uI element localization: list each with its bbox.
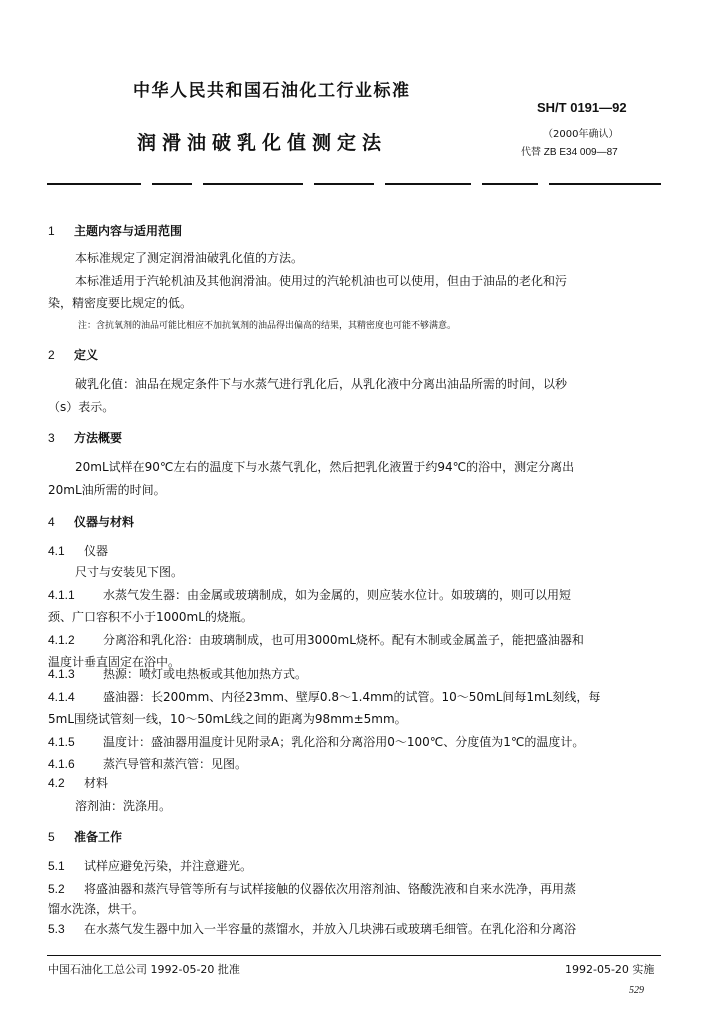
issuing-organization: 中华人民共和国石油化工行业标准 — [133, 81, 411, 101]
paragraph-continued: 染，精密度要比规定的低。 — [48, 296, 193, 310]
item-number: 4.1.4 — [48, 690, 75, 704]
item-text: 蒸汽导管和蒸汽管：见图。 — [103, 757, 248, 771]
subsection-title: 材料 — [84, 776, 109, 790]
item-number: 4.1.6 — [48, 757, 75, 771]
note: 注：含抗氧剂的油品可能比相应不加抗氧剂的油品得出偏高的结果，其精密度也可能不够满意。 — [78, 321, 457, 331]
section-1-heading — [48, 222, 182, 239]
section-number: 3 — [48, 431, 55, 445]
document-title: 润滑油破乳化值测定法 — [137, 132, 388, 154]
paragraph: 本标准适用于汽轮机油及其他润滑油。使用过的汽轮机油也可以使用，但由于油品的老化和污 — [75, 274, 568, 288]
item-number: 4.1.1 — [48, 588, 75, 602]
item-number: 4.1.5 — [48, 735, 75, 749]
section-number: 4 — [48, 515, 55, 529]
section-3-heading — [48, 429, 122, 446]
subsection-4-1 — [48, 542, 108, 559]
item-text: 分离浴和乳化浴：由玻璃制成，也可用3000mL烧杯。配有木制或金属盖子，能把盛油器和 — [103, 633, 584, 647]
paragraph-continued: （s）表示。 — [48, 400, 115, 414]
paragraph-continued: 20mL油所需的时间。 — [48, 483, 166, 497]
item-4-1-4 — [48, 688, 600, 705]
paragraph: 20mL试样在90℃左右的温度下与水蒸气乳化，然后把乳化液置于约94℃的浴中，测定分离出 — [75, 460, 575, 474]
item-number: 4.1.2 — [48, 633, 75, 647]
section-4-heading — [48, 513, 134, 530]
paragraph: 溶剂油：洗涤用。 — [75, 799, 172, 813]
section-title: 定义 — [74, 348, 99, 362]
item-text: 热源：喷灯或电热板或其他加热方式。 — [103, 667, 308, 681]
item-text: 将盛油器和蒸汽导管等所有与试样接触的仪器依次用溶剂油、铬酸洗液和自来水洗净，再用蒸 — [84, 882, 577, 896]
section-5-heading — [48, 828, 122, 845]
standard-code: SH/T 0191—92 — [537, 100, 627, 115]
item-text: 盛油器：长200mm、内径23mm、壁厚0.8～1.4mm的试管。10～50mL间每1mL刻线，每 — [103, 690, 601, 704]
paragraph: 尺寸与安装见下图。 — [75, 565, 184, 579]
subsection-number: 4.1 — [48, 544, 65, 558]
page-number: 529 — [629, 985, 644, 996]
section-title: 准备工作 — [74, 830, 123, 844]
confirmation-note: （2000年确认） — [543, 129, 619, 140]
section-title: 主题内容与适用范围 — [74, 224, 183, 238]
section-2-heading — [48, 346, 98, 363]
item-number: 4.1.3 — [48, 667, 75, 681]
item-4-1-5 — [48, 733, 584, 750]
item-text-continued: 5mL围绕试管刻一线，10～50mL线之间的距离为98mm±5mm。 — [48, 712, 407, 726]
item-5-3 — [48, 920, 576, 937]
item-5-2 — [48, 880, 576, 897]
item-text-continued: 颈、广口容积不小于1000mL的烧瓶。 — [48, 610, 253, 624]
item-number: 5.2 — [48, 882, 65, 896]
item-text: 试样应避免污染，并注意避光。 — [84, 859, 253, 873]
item-text: 在水蒸气发生器中加入一半容量的蒸馏水，并放入几块沸石或玻璃毛细管。在乳化浴和分离浴 — [84, 922, 577, 936]
section-number: 5 — [48, 830, 55, 844]
item-5-1 — [48, 857, 252, 874]
subsection-4-2 — [48, 774, 108, 791]
item-number: 5.1 — [48, 859, 65, 873]
item-4-1-3 — [48, 665, 307, 682]
item-text-continued: 馏水洗涤，烘干。 — [48, 902, 145, 916]
subsection-number: 4.2 — [48, 776, 65, 790]
footer-rule — [47, 955, 661, 956]
section-title: 仪器与材料 — [74, 515, 135, 529]
approval-line: 中国石油化工总公司 1992-05-20 批准 — [48, 963, 240, 976]
item-text: 温度计：盛油器用温度计见附录A；乳化浴和分离浴用0～100℃、分度值为1℃的温度计。 — [103, 735, 585, 749]
item-text-continued: 温度计垂直固定在浴中。 — [48, 655, 181, 669]
item-number: 5.3 — [48, 922, 65, 936]
item-4-1-1 — [48, 586, 571, 603]
item-4-1-2 — [48, 631, 584, 648]
item-4-1-6 — [48, 755, 247, 772]
replaces-note: 代替 ZB E34 009—87 — [521, 147, 618, 158]
section-title: 方法概要 — [74, 431, 123, 445]
section-number: 1 — [48, 224, 55, 238]
section-number: 2 — [48, 348, 55, 362]
paragraph: 破乳化值：油品在规定条件下与水蒸气进行乳化后，从乳化液中分离出油品所需的时间，以秒 — [75, 377, 568, 391]
effective-date: 1992-05-20 实施 — [565, 963, 655, 976]
paragraph: 本标准规定了测定润滑油破乳化值的方法。 — [75, 251, 304, 265]
subsection-title: 仪器 — [84, 544, 109, 558]
item-text: 水蒸气发生器：由金属或玻璃制成，如为金属的，则应装水位计。如玻璃的，则可以用短 — [103, 588, 572, 602]
